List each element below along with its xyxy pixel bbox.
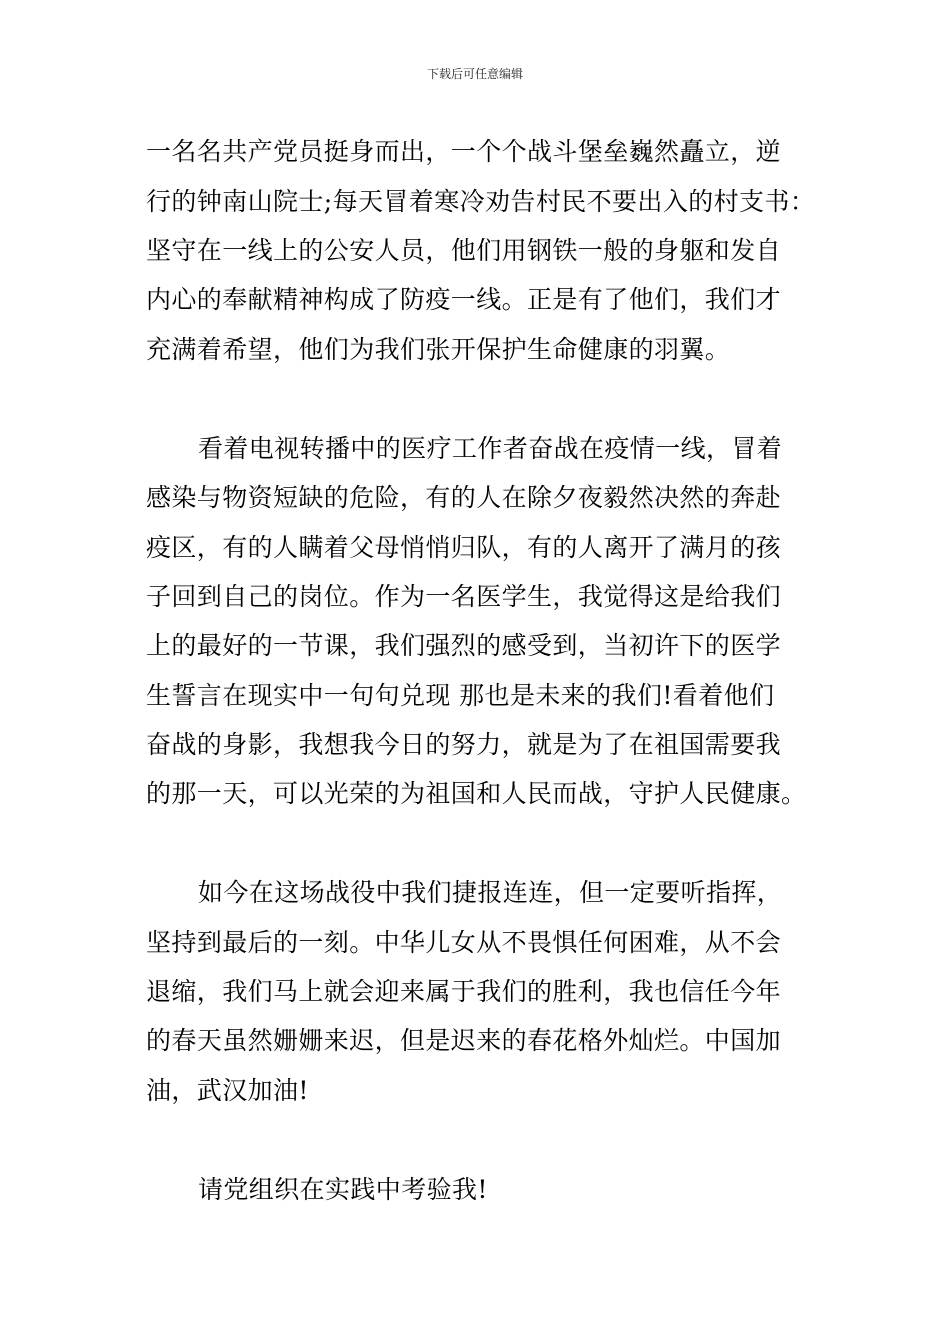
paragraph-3-line-5: 油，武汉加油! [146,1076,309,1105]
paragraph-2-line-8: 的那一天，可以光荣的为祖国和人民而战，守护人民健康。 [146,779,807,808]
paragraph-2-line-4: 子回到自己的岗位。作为一名医学生，我觉得这是给我们 [146,582,782,611]
paragraph-2-line-3: 疫区，有的人瞒着父母悄悄归队，有的人离开了满月的孩 [146,533,782,562]
paragraph-1-line-1: 一名名共产党员挺身而出，一个个战斗堡垒巍然矗立，逆 [146,137,782,166]
paragraph-3-line-3: 退缩，我们马上就会迎来属于我们的胜利，我也信任今年 [146,977,782,1006]
paragraph-2-line-5: 上的最好的一节课，我们强烈的感受到，当初许下的医学 [146,631,782,660]
paragraph-3-line-1: 如今在这场战役中我们捷报连连，但一定要听指挥， [198,878,783,907]
paragraph-2-line-6: 生誓言在现实中一句句兑现 那也是未来的我们!看着他们 [146,681,775,710]
paragraph-2-line-2: 感染与物资短缺的危险，有的人在除夕夜毅然决然的奔赴 [146,483,782,512]
paragraph-4-line-1: 请党组织在实践中考验我! [198,1175,488,1204]
paragraph-3-line-4: 的春天虽然姗姗来迟，但是迟来的春花格外灿烂。中国加 [146,1026,782,1055]
paragraph-1-line-2: 行的钟南山院士;每天冒着寒冷劝告村民不要出入的村支书： [146,187,816,216]
paragraph-2-line-1: 看着电视转播中的医疗工作者奋战在疫情一线，冒着 [198,434,783,463]
page-header: 下载后可任意编辑 [426,67,523,81]
paragraph-1-line-4: 内心的奉献精神构成了防疫一线。正是有了他们，我们才 [146,285,782,314]
paragraph-1-line-5: 充满着希望，他们为我们张开保护生命健康的羽翼。 [146,335,731,364]
paragraph-3-line-2: 坚持到最后的一刻。中华儿女从不畏惧任何困难，从不会 [146,928,782,957]
paragraph-2-line-7: 奋战的身影，我想我今日的努力，就是为了在祖国需要我 [146,730,782,759]
paragraph-1-line-3: 坚守在一线上的公安人员，他们用钢铁一般的身躯和发自 [146,236,782,265]
